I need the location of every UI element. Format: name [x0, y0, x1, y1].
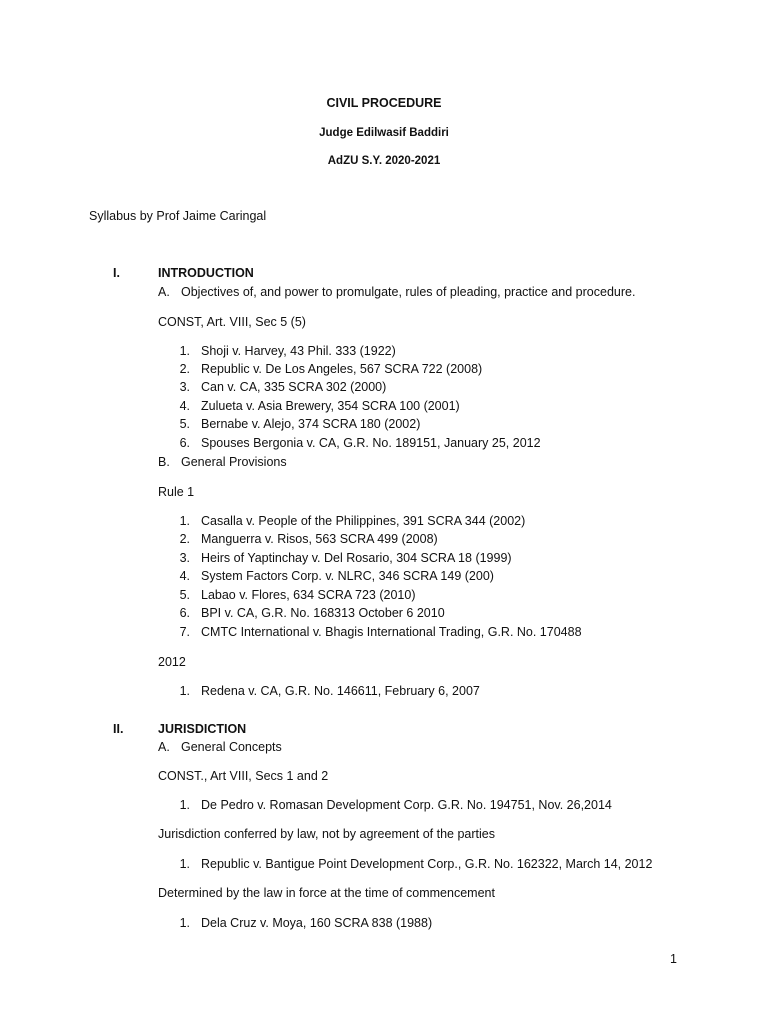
case-citation: Redena v. CA, G.R. No. 146611, February 6, 2007: [201, 684, 480, 698]
list-number: 1.: [179, 344, 190, 358]
subsection-heading: Objectives of, and power to promulgate, rules of pleading, practice and procedure.: [181, 285, 636, 299]
rule-reference: Rule 1: [158, 485, 195, 499]
subsection-letter: B.: [158, 455, 170, 469]
list-number: 1.: [179, 514, 190, 528]
list-number: 7.: [179, 625, 190, 639]
document-title: CIVIL PROCEDURE: [326, 96, 442, 110]
list-number: 5.: [179, 588, 190, 602]
const-reference: CONST, Art. VIII, Sec 5 (5): [158, 315, 306, 329]
list-number: 6.: [179, 606, 190, 620]
case-citation: Manguerra v. Risos, 563 SCRA 499 (2008): [201, 532, 438, 546]
topic-note: Determined by the law in force at the time of commencement: [158, 886, 495, 900]
list-number: 3.: [179, 380, 190, 394]
subsection-heading: General Provisions: [181, 455, 287, 469]
case-citation: Republic v. De Los Angeles, 567 SCRA 722 (2008): [201, 362, 483, 376]
list-number: 2.: [179, 362, 190, 376]
case-citation: Shoji v. Harvey, 43 Phil. 333 (1922): [201, 344, 396, 358]
topic-note: Jurisdiction conferred by law, not by agreement of the parties: [158, 827, 495, 841]
case-citation: Can v. CA, 335 SCRA 302 (2000): [201, 380, 387, 394]
page-number: 1: [670, 952, 677, 966]
list-number: 4.: [179, 569, 190, 583]
list-number: 1.: [179, 916, 190, 930]
syllabus-credit: Syllabus by Prof Jaime Caringal: [89, 209, 267, 223]
list-number: 1.: [179, 857, 190, 871]
section-title: INTRODUCTION: [158, 266, 254, 280]
const-reference: CONST., Art VIII, Secs 1 and 2: [158, 769, 329, 783]
case-citation: System Factors Corp. v. NLRC, 346 SCRA 149 (200): [201, 569, 494, 583]
subsection-heading: General Concepts: [181, 740, 282, 754]
case-citation: CMTC International v. Bhagis International Trading, G.R. No. 170488: [201, 625, 582, 639]
section-numeral: II.: [113, 722, 124, 736]
subsection-letter: A.: [158, 740, 170, 754]
list-number: 6.: [179, 436, 190, 450]
list-number: 1.: [179, 798, 190, 812]
case-citation: Dela Cruz v. Moya, 160 SCRA 838 (1988): [201, 916, 433, 930]
case-citation: Labao v. Flores, 634 SCRA 723 (2010): [201, 588, 416, 602]
list-number: 2.: [179, 532, 190, 546]
list-number: 3.: [179, 551, 190, 565]
case-citation: Zulueta v. Asia Brewery, 354 SCRA 100 (2001): [201, 399, 460, 413]
school-year: AdZU S.Y. 2020-2021: [327, 155, 441, 167]
case-citation: Casalla v. People of the Philippines, 391 SCRA 344 (2002): [201, 514, 526, 528]
list-number: 4.: [179, 399, 190, 413]
case-citation: De Pedro v. Romasan Development Corp. G.R. No. 194751, Nov. 26,2014: [201, 798, 612, 812]
year-label: 2012: [158, 655, 186, 669]
case-citation: Bernabe v. Alejo, 374 SCRA 180 (2002): [201, 417, 421, 431]
section-title: JURISDICTION: [158, 722, 247, 736]
case-citation: Republic v. Bantigue Point Development Corp., G.R. No. 162322, March 14, 2012: [201, 857, 653, 871]
case-citation: Heirs of Yaptinchay v. Del Rosario, 304 SCRA 18 (1999): [201, 551, 512, 565]
case-citation: BPI v. CA, G.R. No. 168313 October 6 2010: [201, 606, 445, 620]
judge-name: Judge Edilwasif Baddiri: [319, 127, 449, 139]
subsection-letter: A.: [158, 285, 170, 299]
list-number: 5.: [179, 417, 190, 431]
list-number: 1.: [179, 684, 190, 698]
case-citation: Spouses Bergonia v. CA, G.R. No. 189151, January 25, 2012: [201, 436, 541, 450]
section-numeral: I.: [113, 266, 120, 280]
